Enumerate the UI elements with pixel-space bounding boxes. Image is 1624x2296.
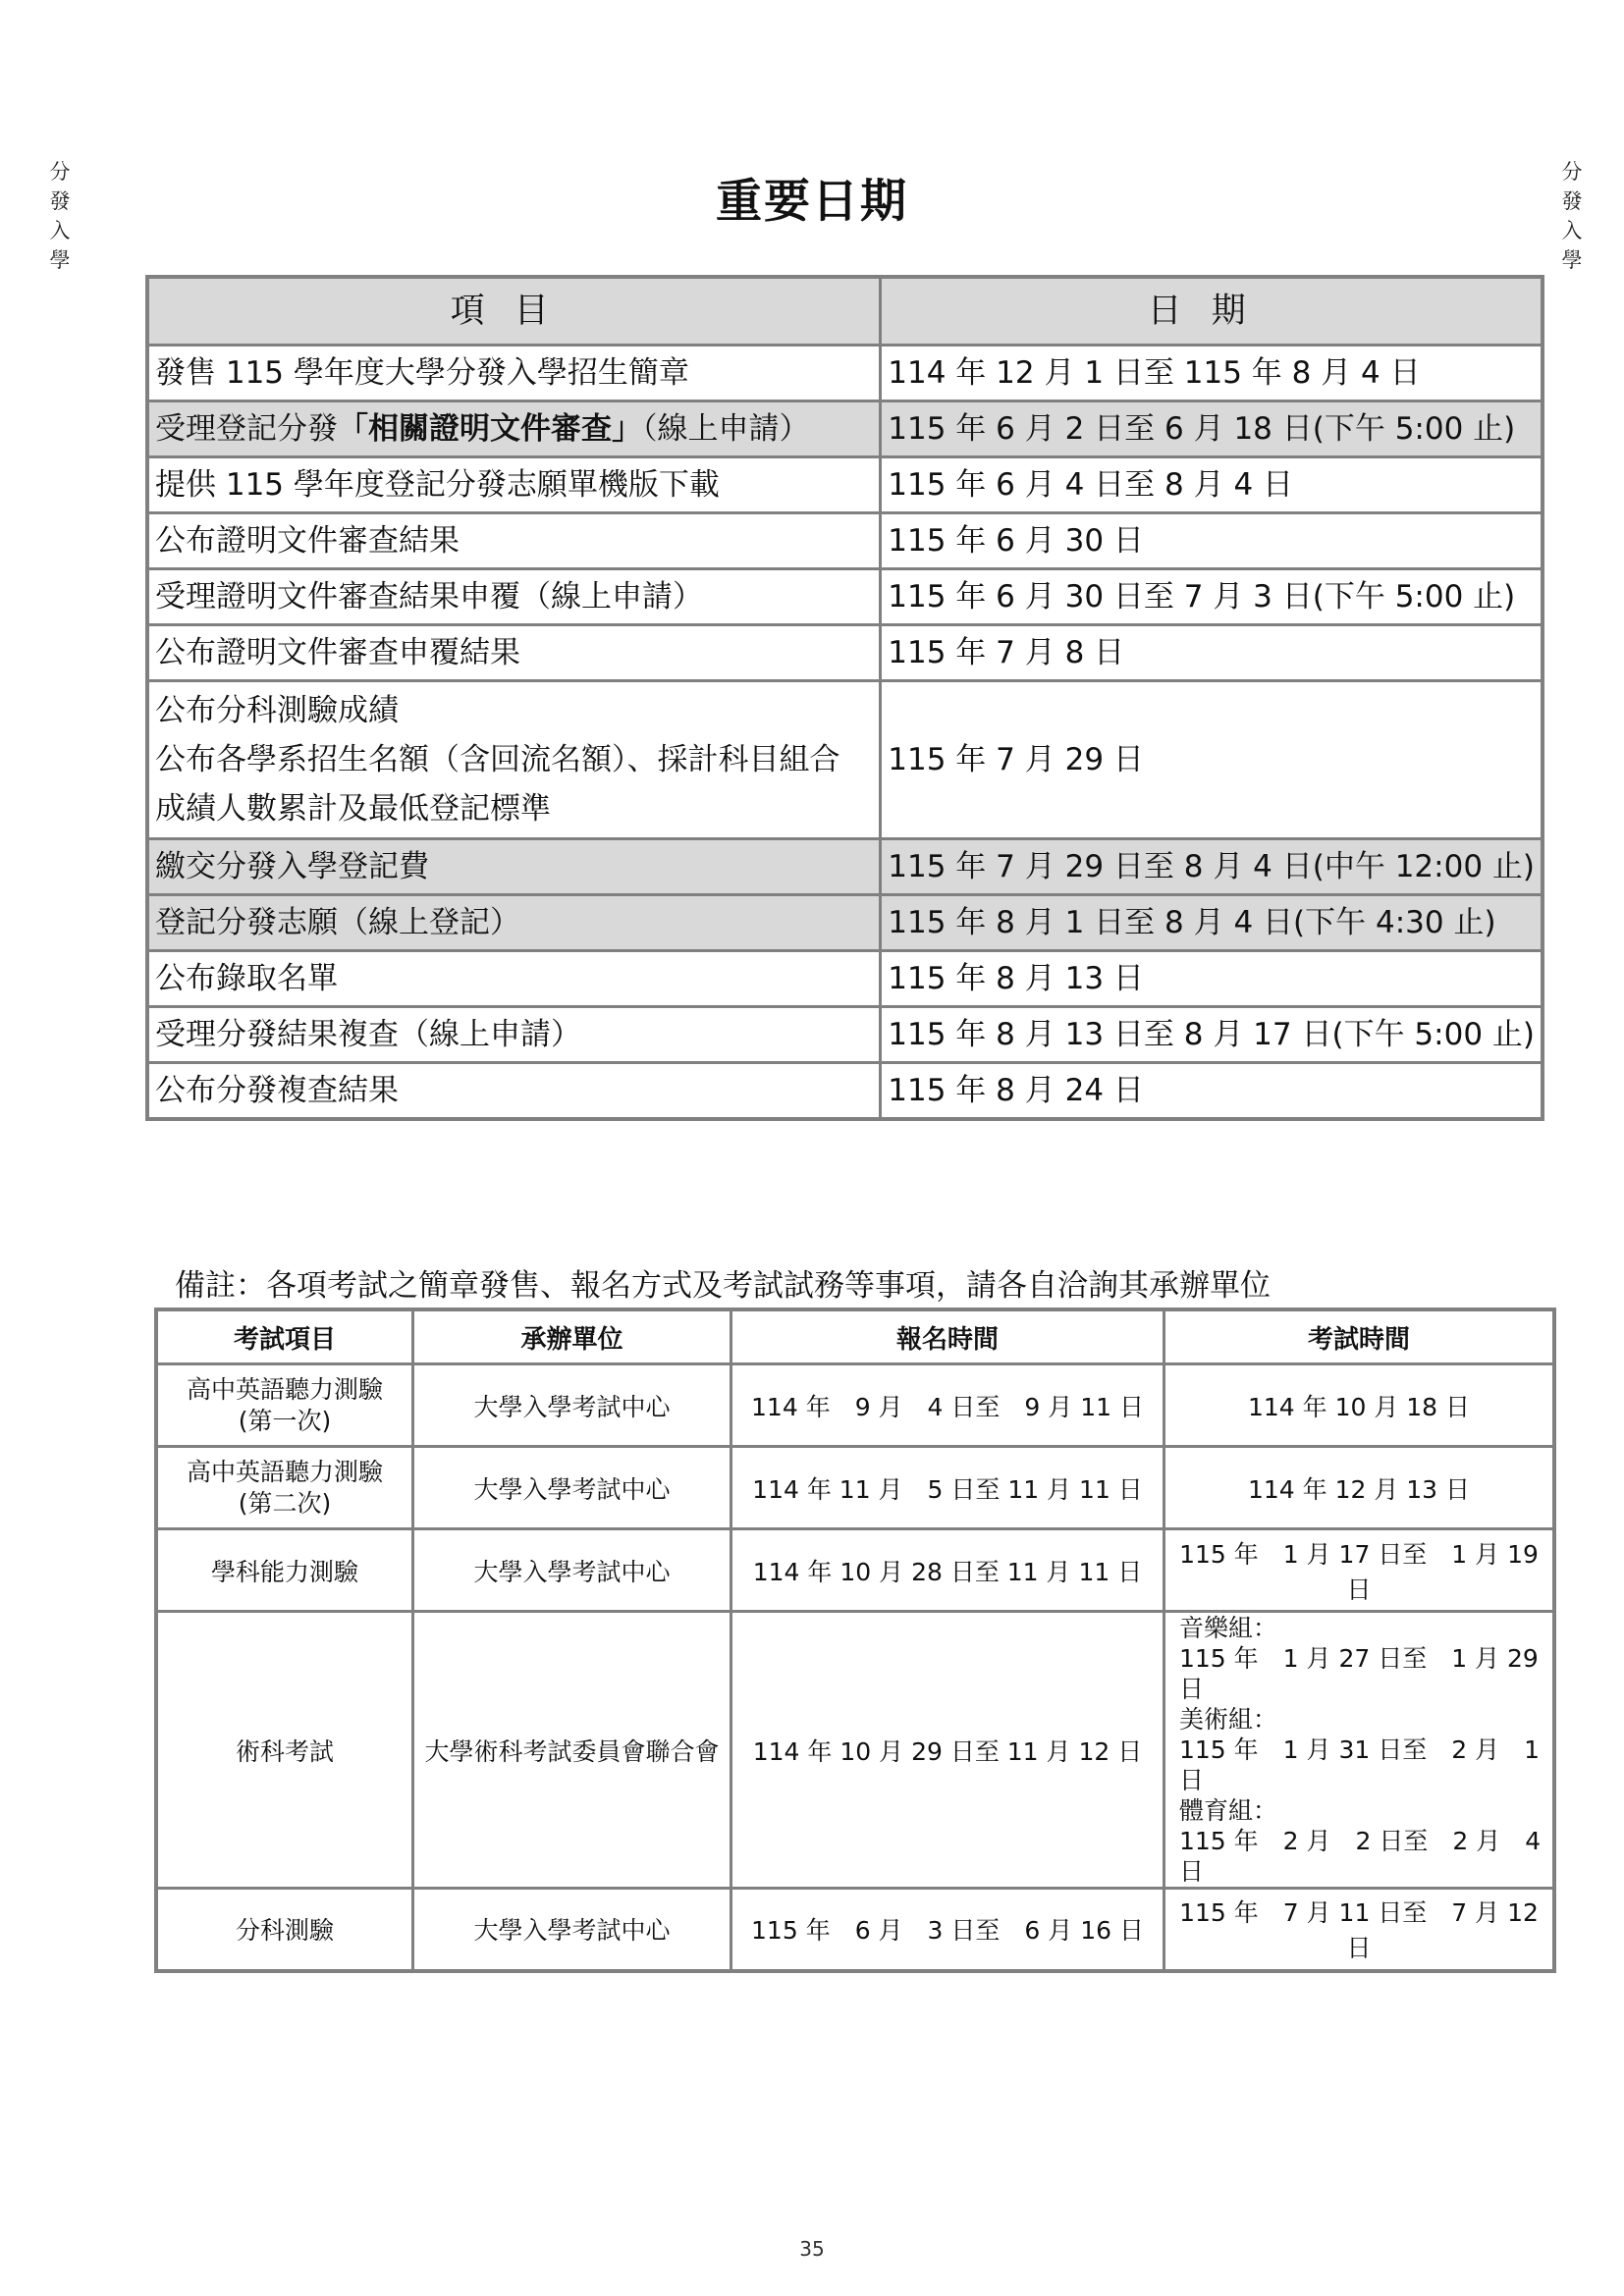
exam-time-line: 115 年 1 月 27 日至 1 月 29 日 <box>1179 1644 1539 1703</box>
exam-time-line: 美術組： <box>1179 1705 1278 1734</box>
exam-time: 115 年 1 月 17 日至 1 月 19 日 <box>1164 1529 1555 1612</box>
exam-time: 115 年 7 月 11 日至 7 月 12 日 <box>1164 1889 1555 1971</box>
exam-time-line: 體育組： <box>1179 1796 1278 1825</box>
table-row <box>147 513 1543 569</box>
row-item: 繳交分發入學登記費 <box>147 839 881 895</box>
table-row <box>156 1612 1554 1889</box>
table-row <box>147 346 1543 401</box>
header-organizer: 承辦單位 <box>413 1309 731 1364</box>
exam-name: 分科測驗 <box>156 1889 413 1971</box>
table-row <box>147 951 1543 1007</box>
header-date: 日期 <box>881 277 1543 346</box>
row-date: 115 年 6 月 30 日 <box>881 513 1543 569</box>
row-date: 115 年 6 月 30 日至 7 月 3 日(下午 5:00 止) <box>881 569 1543 625</box>
table-row <box>156 1364 1554 1447</box>
table-header-row <box>147 277 1543 346</box>
exam-registration: 115 年 6 月 3 日至 6 月 16 日 <box>731 1889 1164 1971</box>
row-item-bold-part: 「相關證明文件審查」 <box>338 411 642 447</box>
page-title: 重要日期 <box>716 175 908 229</box>
row-date: 115 年 6 月 4 日至 8 月 4 日 <box>881 457 1543 513</box>
table-row <box>147 457 1543 513</box>
side-tab-char: 分 <box>1561 160 1583 184</box>
table-header-row <box>156 1309 1554 1364</box>
header-registration-time: 報名時間 <box>731 1309 1164 1364</box>
exam-schedule-table <box>154 1308 1556 1973</box>
side-tab-char: 學 <box>49 248 71 272</box>
row-date: 115 年 8 月 13 日至 8 月 17 日(下午 5:00 止) <box>881 1007 1543 1063</box>
exam-name-line: (第一次) <box>238 1406 332 1435</box>
exam-organizer: 大學入學考試中心 <box>413 1364 731 1447</box>
row-item: 公布錄取名單 <box>147 951 881 1007</box>
exam-name-line: (第二次) <box>238 1488 332 1518</box>
row-item: 公布證明文件審查申覆結果 <box>147 625 881 681</box>
row-date: 115 年 7 月 8 日 <box>881 625 1543 681</box>
exam-time-line: 115 年 2 月 2 日至 2 月 4 日 <box>1179 1827 1542 1886</box>
header-item: 項目 <box>147 277 881 346</box>
table-row <box>147 569 1543 625</box>
exam-registration: 114 年 11 月 5 日至 11 月 11 日 <box>731 1447 1164 1529</box>
table-row <box>147 401 1543 457</box>
exam-name-line: 高中英語聽力測驗 <box>186 1457 383 1486</box>
side-tab-char: 學 <box>1561 248 1583 272</box>
exam-name: 術科考試 <box>156 1612 413 1889</box>
exam-organizer: 大學入學考試中心 <box>413 1889 731 1971</box>
table-row <box>156 1889 1554 1971</box>
row-date: 115 年 7 月 29 日 <box>881 681 1543 839</box>
exam-registration: 114 年 9 月 4 日至 9 月 11 日 <box>731 1364 1164 1447</box>
table-row <box>156 1447 1554 1529</box>
row-item-part: （線上申請） <box>642 411 810 447</box>
page-number: 35 <box>799 2237 825 2261</box>
table-row <box>147 1063 1543 1119</box>
row-item <box>147 401 881 457</box>
row-item-line: 公布各學系招生名額（含回流名額）、採計科目組合 <box>155 742 840 777</box>
row-item: 公布分發複查結果 <box>147 1063 881 1119</box>
exam-registration: 114 年 10 月 29 日至 11 月 12 日 <box>731 1612 1164 1889</box>
side-tab-char: 入 <box>1561 219 1583 242</box>
exam-name: 學科能力測驗 <box>156 1529 413 1612</box>
exam-time: 114 年 10 月 18 日 <box>1164 1364 1555 1447</box>
side-tab-char: 發 <box>1561 189 1583 213</box>
header-exam-item: 考試項目 <box>156 1309 413 1364</box>
table-row <box>147 625 1543 681</box>
exam-time: 114 年 12 月 13 日 <box>1164 1447 1555 1529</box>
exam-time <box>1164 1612 1555 1889</box>
row-date: 115 年 6 月 2 日至 6 月 18 日(下午 5:00 止) <box>881 401 1543 457</box>
exam-organizer: 大學術科考試委員會聯合會 <box>413 1612 731 1889</box>
exam-name <box>156 1447 413 1529</box>
row-item <box>147 681 881 839</box>
exam-organizer: 大學入學考試中心 <box>413 1529 731 1612</box>
remarks-note: 備註：各項考試之簡章發售、報名方式及考試試務等事項，請各自洽詢其承辦單位 <box>175 1268 1271 1304</box>
exam-time-line: 115 年 1 月 31 日至 2 月 1 日 <box>1179 1735 1540 1794</box>
row-item-line: 成績人數累計及最低登記標準 <box>155 791 551 827</box>
table-row <box>147 681 1543 839</box>
side-tab-char: 分 <box>49 160 71 184</box>
row-item-line: 公布分科測驗成績 <box>155 693 399 728</box>
table-row <box>156 1529 1554 1612</box>
header-exam-time: 考試時間 <box>1164 1309 1555 1364</box>
row-item: 受理分發結果複查（線上申請） <box>147 1007 881 1063</box>
important-dates-table <box>145 275 1544 1121</box>
table-row <box>147 1007 1543 1063</box>
exam-registration: 114 年 10 月 28 日至 11 月 11 日 <box>731 1529 1164 1612</box>
exam-organizer: 大學入學考試中心 <box>413 1447 731 1529</box>
table-row <box>147 895 1543 951</box>
row-item: 受理證明文件審查結果申覆（線上申請） <box>147 569 881 625</box>
row-item: 登記分發志願（線上登記） <box>147 895 881 951</box>
row-date: 114 年 12 月 1 日至 115 年 8 月 4 日 <box>881 346 1543 401</box>
row-date: 115 年 8 月 1 日至 8 月 4 日(下午 4:30 止) <box>881 895 1543 951</box>
table-row <box>147 839 1543 895</box>
row-item-part: 受理登記分發 <box>155 411 338 447</box>
row-item: 提供 115 學年度登記分發志願單機版下載 <box>147 457 881 513</box>
exam-name <box>156 1364 413 1447</box>
row-date: 115 年 7 月 29 日至 8 月 4 日(中午 12:00 止) <box>881 839 1543 895</box>
row-item: 發售 115 學年度大學分發入學招生簡章 <box>147 346 881 401</box>
row-item: 公布證明文件審查結果 <box>147 513 881 569</box>
row-date: 115 年 8 月 13 日 <box>881 951 1543 1007</box>
side-tab-char: 發 <box>49 189 71 213</box>
side-tab-char: 入 <box>49 219 71 242</box>
exam-time-line: 音樂組： <box>1179 1614 1278 1642</box>
exam-name-line: 高中英語聽力測驗 <box>186 1374 383 1404</box>
row-date: 115 年 8 月 24 日 <box>881 1063 1543 1119</box>
